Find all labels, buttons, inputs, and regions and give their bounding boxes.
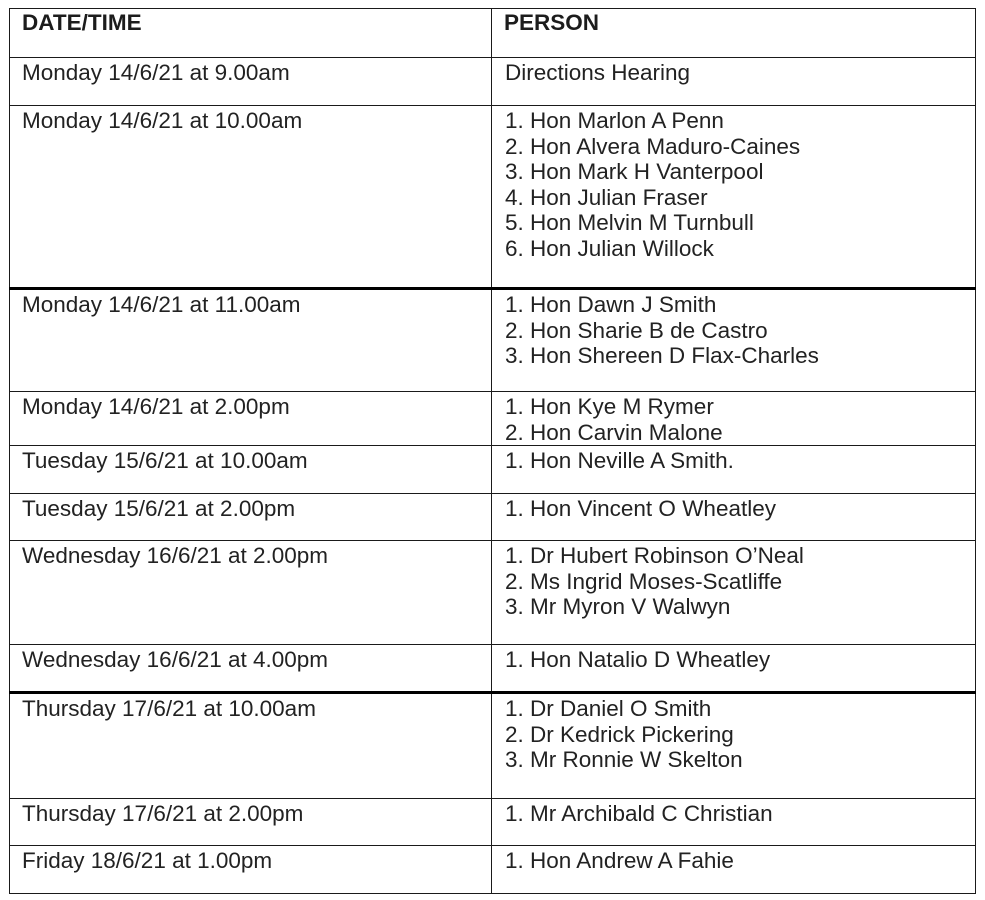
datetime-cell: Monday 14/6/21 at 9.00am xyxy=(10,58,492,106)
person-entry: 1. Hon Neville A Smith. xyxy=(505,448,734,473)
schedule-body xyxy=(10,58,976,894)
datetime-cell: Tuesday 15/6/21 at 2.00pm xyxy=(10,494,492,541)
table-row xyxy=(10,693,976,799)
datetime-cell: Thursday 17/6/21 at 2.00pm xyxy=(10,799,492,846)
datetime-cell: Monday 14/6/21 at 11.00am xyxy=(10,289,492,392)
person-cell xyxy=(492,446,976,494)
person-entry: 2. Hon Carvin Malone xyxy=(505,419,723,445)
datetime-cell: Friday 18/6/21 at 1.00pm xyxy=(10,846,492,894)
datetime-header: DATE/TIME xyxy=(10,9,492,58)
datetime-cell: Monday 14/6/21 at 2.00pm xyxy=(10,392,492,446)
person-entry: 1. Hon Kye M Rymer xyxy=(505,394,714,419)
table-row xyxy=(10,846,976,894)
person-cell xyxy=(492,106,976,289)
person-cell xyxy=(492,541,976,645)
datetime-cell: Monday 14/6/21 at 10.00am xyxy=(10,106,492,289)
table-row xyxy=(10,541,976,645)
person-entry: 1. Hon Marlon A Penn xyxy=(505,108,724,133)
datetime-cell: Wednesday 16/6/21 at 4.00pm xyxy=(10,645,492,693)
person-entry: 1. Dr Daniel O Smith xyxy=(505,696,712,721)
table-row xyxy=(10,645,976,693)
person-entry: 3. Mr Ronnie W Skelton xyxy=(505,747,743,772)
person-header: PERSON xyxy=(492,9,976,58)
datetime-cell: Thursday 17/6/21 at 10.00am xyxy=(10,693,492,799)
person-entry: 5. Hon Melvin M Turnbull xyxy=(505,210,754,235)
header-row xyxy=(10,9,976,58)
person-entry: 3. Mr Myron V Walwyn xyxy=(505,594,731,619)
table-row xyxy=(10,289,976,392)
person-entry: 1. Mr Archibald C Christian xyxy=(505,801,773,826)
table-row xyxy=(10,106,976,289)
datetime-cell: Wednesday 16/6/21 at 2.00pm xyxy=(10,541,492,645)
person-entry: 3. Hon Shereen D Flax-Charles xyxy=(505,343,819,368)
person-cell xyxy=(492,289,976,392)
datetime-cell: Tuesday 15/6/21 at 10.00am xyxy=(10,446,492,494)
person-cell xyxy=(492,846,976,894)
person-cell xyxy=(492,494,976,541)
person-entry: 2. Dr Kedrick Pickering xyxy=(505,721,734,747)
schedule-table xyxy=(9,8,976,894)
person-entry: 2. Ms Ingrid Moses-Scatliffe xyxy=(505,568,783,594)
person-entry: 2. Hon Sharie B de Castro xyxy=(505,317,768,343)
person-entry: 1. Dr Hubert Robinson O’Neal xyxy=(505,543,804,568)
person-entry: 1. Hon Natalio D Wheatley xyxy=(505,647,771,672)
person-entry: 4. Hon Julian Fraser xyxy=(505,184,708,210)
table-row xyxy=(10,392,976,446)
table-row xyxy=(10,58,976,106)
person-entry: Directions Hearing xyxy=(505,60,691,85)
table-row xyxy=(10,494,976,541)
person-entry: 2. Hon Alvera Maduro-Caines xyxy=(505,133,801,159)
table-row xyxy=(10,799,976,846)
person-entry: 1. Hon Vincent O Wheatley xyxy=(505,496,776,521)
person-entry: 1. Hon Andrew A Fahie xyxy=(505,848,734,873)
person-entry: 3. Hon Mark H Vanterpool xyxy=(505,159,764,184)
person-entry: 6. Hon Julian Willock xyxy=(505,235,714,261)
person-cell xyxy=(492,693,976,799)
person-entry: 1. Hon Dawn J Smith xyxy=(505,292,717,317)
table-row xyxy=(10,446,976,494)
person-cell xyxy=(492,58,976,106)
person-cell xyxy=(492,645,976,693)
person-cell xyxy=(492,392,976,446)
person-cell xyxy=(492,799,976,846)
